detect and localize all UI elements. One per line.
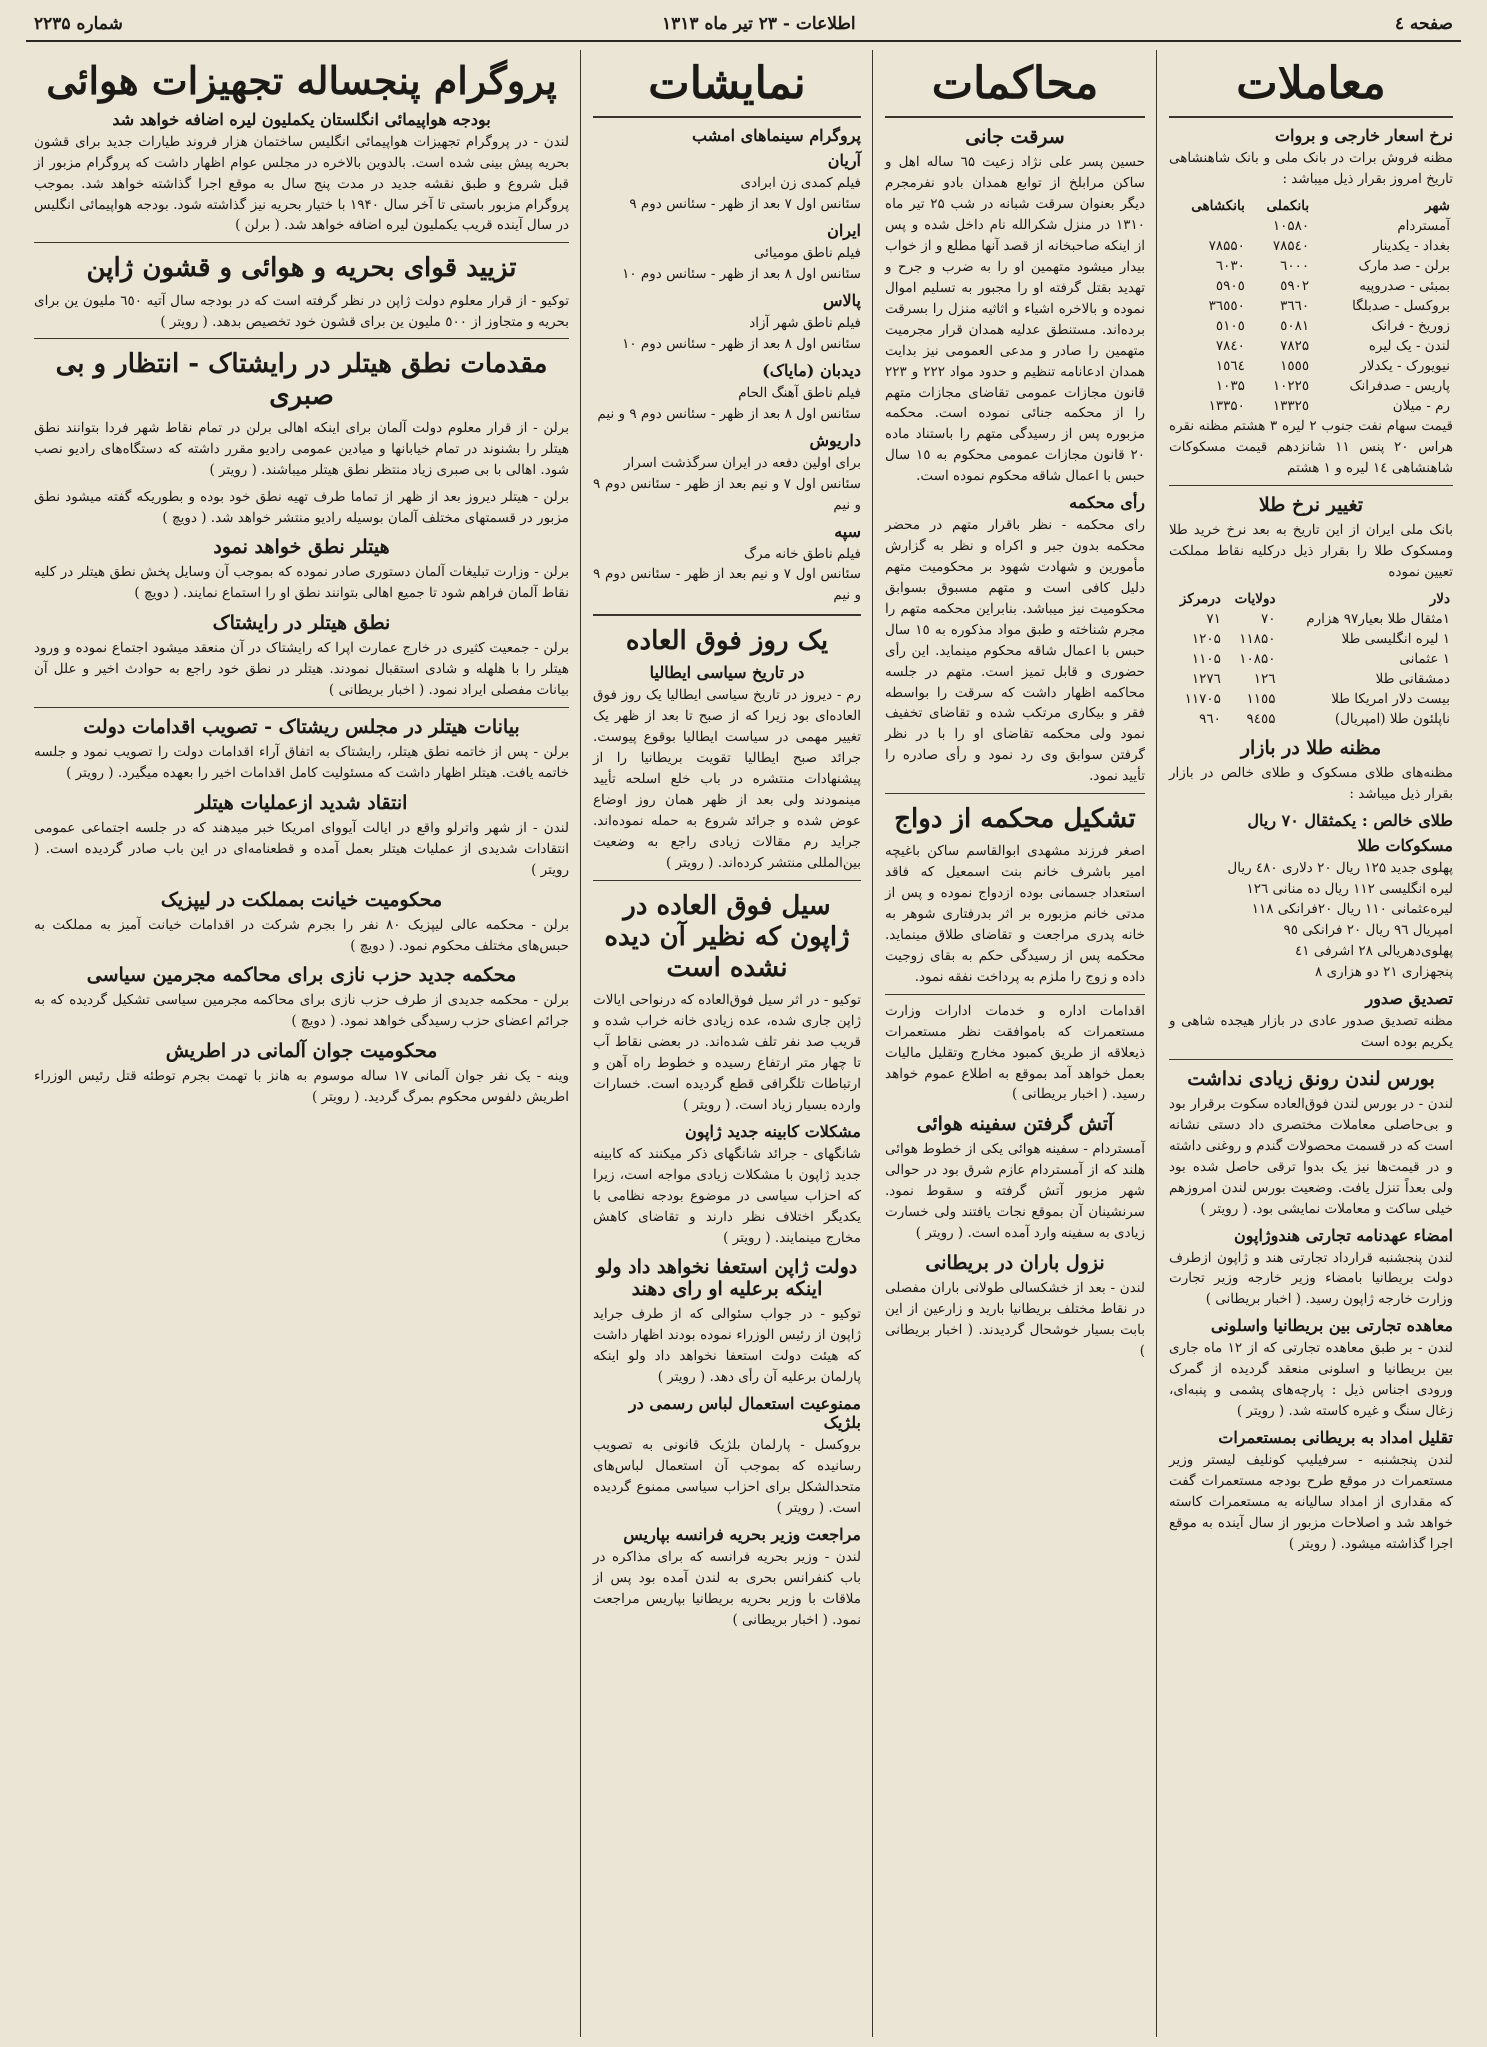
table-row: [1169, 649, 1453, 669]
article-heading: محکمه جدید حزب نازی برای محاکمه مجرمین سیاسی: [86, 964, 517, 987]
gold-head-cell: دلار: [1429, 590, 1450, 607]
article-text: برلن - جمعیت کثیری در خارج عمارت اپرا که رایشتاک در آن منعقد میشود اجتماع نموده و ورود هیتلر را با هلهله و شادی استقبال نمودند. هیتلر در نطق خود راجع به حوادث اخیر و علل آن بیانات مفصلی ایراد نمود. ( اخبار بریطانی ): [34, 640, 569, 699]
gold-item: ۱ عثمانی: [1399, 650, 1450, 667]
article-subheading: در تاریخ سیاسی ایطالیا: [649, 663, 805, 683]
gold-market-text: مظنه‌های طلای مسکوک و طلای خالص در بازار بقرار ذیل میباشد :: [1169, 764, 1453, 802]
rate-value: ٣٦٥٥٠: [1208, 298, 1245, 315]
table-row: [1169, 689, 1453, 709]
article-heading: آتش گرفتن سفینه هوائی: [916, 1113, 1114, 1136]
article-text: توکیو - در جواب سئوالی که از طرف جراید ژاپون از رئیس الوزراء نموده بودند اظهار داشت که هیئت دولت استعفا نخواهد داد ولو اینکه پارلمان برعلیه آن رأی دهد. ( رویتر ): [593, 1306, 861, 1386]
article-text: برلن - از قرار معلوم دولت آلمان برای اینکه اهالی برلن در تمام نقاط شهر فردا بتوانند نطق هیتلر را بشنوند در تمام خیابانها و میادین عمومی رادیو مقرر داشته که دستگاه‌های رادیو نصب شود. اهالی با بی صبری زیاد منتظر نطق هیتلر میباشند. ( رویتر ): [34, 419, 569, 478]
rate-value: ۷۸۲۵: [1280, 338, 1310, 355]
paper-date: اطلاعات - ۲۳ تیر ماه ۱۳۱۳: [662, 14, 856, 34]
rate-value: ٦٠٣٠: [1215, 258, 1245, 275]
col-havai: [26, 50, 577, 2037]
colonial-text: لندن پنجشنبه - سرفیلیپ کونلیف لیستر وزیر مستعمرات در موقع طرح بودجه مستعمرات گفت که مقداری از امداد سالیانه به مستعمرات کاسته خواهد شد و اصلاحات مزبور از سال آینده به موقع اجرا گذاشته میشود. ( رویتر ): [1169, 1451, 1453, 1552]
divider: [593, 880, 861, 881]
rate-city: زوریخ - فرانک: [1371, 318, 1450, 335]
cinema-name: ایران: [827, 221, 861, 241]
cinema-item: [593, 361, 861, 425]
rate-value: ٥٩٠٥: [1215, 278, 1245, 295]
divider: [34, 338, 569, 339]
rates-heading: نرخ اسعار خارجی و بروات: [1274, 126, 1453, 146]
gold-market-heading: مظنه طلا در بازار: [1240, 736, 1382, 759]
divider: [885, 793, 1145, 794]
rate-value: ۱۳۳۵٠: [1208, 398, 1245, 415]
divider: [1169, 1059, 1453, 1060]
cinema-shows: سئانس اول ۸ بعد از ظهر - سئانس دوم ۱۰: [622, 336, 861, 352]
rate-value: ۷۸۵٤۰: [1272, 238, 1310, 255]
article-heading: یک روز فوق العاده: [625, 626, 829, 657]
article-heading: محکومیت جوان آلمانی در اطریش: [165, 1040, 438, 1063]
bourse-heading: بورس لندن رونق زیادی نداشت: [1187, 1067, 1435, 1090]
table-row: [1169, 669, 1453, 689]
agreement-heading: امضاء عهدنامه تجارتی هندوژاپون: [1234, 1225, 1453, 1245]
cinema-item: [593, 221, 861, 285]
cinema-item: [593, 151, 861, 215]
rate-value: ۷۸۵۵۰: [1208, 238, 1245, 255]
article-text: وینه - یک نفر جوان آلمانی ۱۷ ساله موسوم به هانز با تهمت بجرم توطئه قتل رئیس الوزراء اطریش دلفوس محکوم بمرگ گردید. ( رویتر ): [34, 1068, 569, 1106]
table-row: [1169, 629, 1453, 649]
rates-table: [1169, 196, 1453, 416]
agreement-text: لندن پنجشنبه قرارداد تجارتی هند و ژاپون ازطرف دولت بریطانیا بامضاء وزیر خارجه وزیر تجارت وزارت خارجه ژاپون رسید. ( اخبار بریطانی ): [1169, 1249, 1453, 1308]
gold-value: ۷۰: [1260, 610, 1276, 627]
article-text: لندن - وزیر بحریه فرانسه که برای مذاکره در باب کنفرانس بحری به لندن آمده بود پس از ملاقات با وزیر بحریه بریطانیا بپاریس مراجعت نمود. ( اخبار بریطانی ): [593, 1548, 861, 1628]
section-title: محاکمات: [931, 58, 1099, 109]
article-heading: ممنوعیت استعمال لباس رسمی در بلژیک: [628, 1394, 861, 1433]
table-row: [1169, 396, 1453, 416]
divider: [593, 116, 861, 118]
gold-item: ۱مثقال طلا بعیار۹۷ هزارم: [1306, 610, 1450, 627]
rate-value: ۱٥٥٥: [1280, 358, 1310, 375]
article-text: برلن - وزارت تبلیغات آلمان دستوری صادر نموده که بموجب آن وسایل پخش نطق هیتلر در کلیه نقاط آلمان فراهم شود تا جمیع اهالی بتوانند نطق او را استماع نمایند. ( دویچ ): [34, 564, 569, 602]
cinema-shows: سئانس اول ۸ بعد از ظهر - سئانس دوم ۱۰: [622, 266, 861, 283]
rate-city: رم - میلان: [1392, 398, 1450, 415]
gold-value: ۹٤٥۵: [1246, 710, 1276, 727]
program-heading: پروگرام سینماهای امشب: [692, 126, 861, 146]
rates-head-cell: شهر: [1425, 198, 1450, 215]
article-text: برلن - هیتلر دیروز بعد از ظهر از تماما طرف تهیه نطق خود بوده و بطوریکه گفته میشود نطق مزبور در قسمتهای مختلف آلمان بوسیله رادیو منتشر خواهد شد. ( دویچ ): [34, 488, 569, 526]
divider: [593, 614, 861, 616]
divider: [885, 116, 1145, 118]
column-rule: [872, 50, 873, 2037]
cinema-name: داریوش: [809, 430, 861, 450]
cinema-film: فیلم ناطق شهر آزاد: [749, 315, 861, 332]
table-row: [1169, 236, 1453, 256]
rate-city: لندن - یک لیره: [1368, 338, 1450, 355]
article-text: رای محکمه - نظر باقرار متهم در محضر محکمه بدون جبر و اکراه و نظر به گزارش مأمورین و شهادت شهود بر محکومیت متهم دلیل کافی است و متهم مسبوق بسوابق محکومیت نیز میباشد. بنابراین محکمه متهم را مجرم شناخته و طبق مواد مذکوره به ۱٥ سال حبس با اعمال شاقه محکوم مینماید. این رأی حضوری و قابل تمیز است. متهم در جلسه محاکمه اظهار داشت که سرقت را بواسطه فقر و بیکاری مرتکب شده و تقاضای تخفیف نمود ولی محکمه تقاضای او را با در نظر گرفتن سوابق وی رد نمود و رأی صادره را تأیید نمود.: [885, 517, 1145, 785]
rates-head-row: [1169, 196, 1453, 216]
table-row: [1169, 336, 1453, 356]
article-text: برلن - پس از خاتمه نطق هیتلر، رایشتاک به اتفاق آراء اقدامات دولت را تصویب نمود و جلسه خاتمه یافت. هیتلر اظهار داشت که مسئولیت کامل اقدامات اخیر را بعهده میگیرد. ( رویتر ): [34, 744, 569, 781]
column-rule: [580, 50, 581, 2037]
table-row: [1169, 296, 1453, 316]
cinema-film: فیلم ناطق خانه مرگ: [744, 545, 861, 562]
cinema-name: دیدبان (مایاک): [762, 360, 861, 380]
gold-value: ۱۰۸۵۰: [1239, 650, 1276, 667]
rate-city: نیویورک - یکدلار: [1360, 358, 1450, 375]
rates-head-cell: بانکشاهی: [1191, 198, 1245, 215]
rate-value: ۱۰۳۵: [1215, 378, 1245, 395]
divider: [34, 242, 569, 243]
article-text: شانگهای - جرائد شانگهای ذکر میکنند که کابینه جدید ژاپون با مشکلات زیادی مواجه است، زیرا که احزاب سیاسی در موضوع بودجه نظامی با یکدیگر اختلاف نظر دارند و تقاضای کاهش مخارج مینمایند. ( رویتر ): [593, 1145, 861, 1246]
rate-value: ٥٠٨١: [1280, 318, 1310, 335]
article-text: رم - دیروز در تاریخ سیاسی ایطالیا یک روز فوق العاده‌ای بود زیرا که از صبح تا بعد از ظهر یک تغییر مهمی در سیاست ایطالیا بوقوع پیوست. جرائد صبح ایطالیا تقویت بریطانیا را از پیشنهادات منتشره در باب خلع اسلحه تأیید مینمودند ولی بعد از ظهر همان روز اوضاع عوض شده و جرائد شروع به حمله نموده‌اند. جراید رم مقالات زیادی راجع به وضعیت بین‌المللی منتشر کرده‌اند. ( رویتر ): [593, 687, 861, 871]
gold-table: [1169, 589, 1453, 729]
gold-item: دمشقانی طلا: [1375, 670, 1450, 687]
divider: [1169, 116, 1453, 118]
table-row: [1169, 256, 1453, 276]
article-text: لندن - بعد از خشکسالی طولانی باران مفصلی در نقاط مختلف بریطانیا بارید و زارعین از این بابت بسیار خوشحال گردیدند. ( اخبار بریطانی ): [885, 1279, 1145, 1359]
article-text: برلن - محکمه جدیدی از طرف حزب نازی برای محاکمه مجرمین سیاسی تشکیل گردیده که به جرائم اعضای حزب رسیدگی خواهد نمود. ( دویچ ): [34, 992, 569, 1030]
coin-line: لیره انگلیسی ۱۱۲ ریال ده منانی ۱۲٦: [1246, 880, 1453, 897]
cinema-film: برای اولین دفعه در ایران سرگذشت اسرار: [624, 454, 861, 471]
gold-item: بیست دلار امریکا طلا: [1331, 690, 1450, 707]
section-title: معاملات: [1236, 58, 1386, 109]
rates-intro: مظنه فروش برات در بانک ملی و بانک شاهنشاهی تاریخ امروز بقرار ذیل میباشد :: [1169, 150, 1453, 188]
article-text: آمستردام - سفینه هوائی یکی از خطوط هوائی هلند که از آمستردام عازم شرق بود در حوالی شهر مزبور آتش گرفته و سقوط نمود. سرنشینان آن بموقع نجات یافتند ولی خسارت زیادی به سفینه وارد آمده است. ( رویتر ): [885, 1141, 1145, 1242]
article-heading: تزیید قوای بحریه و هوائی و قشون ژاپن: [86, 253, 517, 284]
table-row: [1169, 609, 1453, 629]
bourse-text: لندن - در بورس لندن فوق‌العاده سکوت برقرار بود و بی‌حاصلی معاملات مختصری داد دستی نشانه است که در قسمت محصولات گندم و روغنی داشته و در قیمت‌ها نیز یک بدوا ترقی حاصل شده بود ولی بعداً تنزل یافت. وضعیت بورس لندن امروزهم خیلی ساکت و معاملات نمایشی بود. ( رویتر ): [1169, 1095, 1453, 1217]
gold-change-heading: تغییر نرخ طلا: [1258, 494, 1364, 516]
cinema-shows: سئانس اول ۸ بعد از ظهر - سئانس دوم ۹ و نیم: [597, 405, 861, 422]
cinema-film: فیلم ناطق مومیائی: [753, 245, 861, 262]
cinema-film: فیلم کمدی زن ابرادی: [740, 175, 861, 192]
rate-city: پاریس - صدفرانک: [1349, 378, 1450, 395]
cinema-item: [593, 522, 861, 607]
article-text: اصغر فرزند مشهدی ابوالقاسم ساکن باغیچه امیر باشرف خانم بنت اسمعیل که فاقد استعداد جسمانی بوده ازدواج نموده و پس از مدتی خانم مزبوره بر اثر بدرفتاری شوهر به خانه پدری مراجعت و تقاضای طلاق مینماید. محکمه پس از رسیدگی حکم به بقای زوجیت داده و زوج را ملزم به پرداخت نفقه نمود.: [885, 843, 1145, 985]
colonial-heading: تقلیل امداد به بریطانی بمستعمرات: [1218, 1427, 1453, 1447]
article-heading: بیانات هیتلر در مجلس ریشتاک - تصویب اقدامات دولت: [83, 716, 520, 739]
article-heading: نزول باران در بریطانی: [925, 1251, 1105, 1274]
gold-value: ۱۲۷٦: [1191, 670, 1221, 687]
rate-city: بمبئی - صدروپیه: [1359, 278, 1450, 295]
section-title: نمایشات: [648, 58, 806, 109]
gold-value: ۱۱۸۵۰: [1239, 630, 1276, 647]
verify-text: مظنه تصدیق صدور عادی در بازار هیجده شاهی و یکریم بوده است: [1169, 1013, 1453, 1051]
gold-value: ۱۱٥۵: [1246, 690, 1276, 707]
pure-gold: طلای خالص : یکمثقال ۷۰ ریال: [1247, 810, 1453, 830]
article-text: لندن - در پروگرام تجهیزات هواپیمائی انگلیس ساختمان هزار فروند طیارات جدید برای قشون بحریه پیش بینی شده است. بالدوین بالاخره در مجلس عوام اظهار داشت که پروگرام مزبور از قبل شروع و طبق نقشه جدید در مدت پنج سال به موقع اجرا گذاشته خواهد شد. بموجب پروگرام مزبور باستی تا آخر سال ۱۹۴۰ با ختیار بحریه نیز گذاشته شود. بودجه هواپیمائی انگلیس در سال آینده قریب یکملیون لیره اضافه خواهد شد. ( برلن ): [34, 133, 570, 234]
rate-value: ٣٦٦٠: [1280, 298, 1310, 315]
col-moamelat: [1161, 50, 1461, 2037]
page-header: [26, 8, 1461, 42]
gold-head-row: [1169, 589, 1453, 609]
columns: [26, 50, 1461, 2037]
table-row: [1169, 216, 1453, 236]
divider: [885, 994, 1145, 995]
rate-city: برلن - صد مارک: [1358, 258, 1450, 275]
gold-value: ۱۲٦: [1253, 670, 1276, 687]
coin-line: امپریال ۹٦ ریال ۲۰ فرانکی‌ ۹٥: [1283, 922, 1453, 939]
cinema-name: آریان: [827, 151, 861, 171]
gold-value: ۱۱۰۵: [1191, 650, 1221, 667]
article-heading: سیل فوق العاده در ژاپون که نظیر آن دیده نشده است: [604, 890, 850, 984]
coin-line: پهلوی جدید ۱۲۵ ریال ۲۰ دلاری ٤٨٠ ریال: [1227, 859, 1453, 876]
article-heading: دولت ژاپن استعفا نخواهد داد ولو اینکه برعلیه او رای دهند: [596, 1256, 858, 1301]
rate-city: بروکسل - صدبلگا: [1352, 298, 1450, 315]
gold-item: ۱ لیره انگلیسی طلا: [1341, 630, 1450, 647]
article-text: برلن - محکمه عالی لیپزیک ۸۰ نفر را بجرم شرکت در اقدامات خیانت آمیز به مملکت به حبس‌های مختلف محکوم نمود. ( دویچ ): [34, 916, 569, 954]
table-row: [1169, 376, 1453, 396]
coin-line: پنجهزاری ۲۱ دو هزاری ۸: [1315, 964, 1453, 981]
cinema-item: [593, 291, 861, 355]
gold-head-cell: دولایات: [1234, 590, 1276, 607]
cinema-item: [593, 431, 861, 516]
article-text: حسین پسر علی نژاد زعیت ٦۵ ساله اهل و ساکن مرابلخ از توابع همدان بادو نفرمجرم دیگر بعنوان سرقت شبانه در شب ۲۵ تیر ماه ۱۳۱۰ در منزل شکرالله نام داخل شده و پس از اینکه صاحبخانه از قصد آنها مطلع و از خواب بیدار میشود متهمین او را به ضرب و جرح و تهدید بقتل گرفته او را مجبور به تسلیم اموال نموده و بالاخره اشیاء و اثاثیه منزل را بسرقت برده‌اند. مستنطق عدلیه همدان قرار مجرمیت متهمین را صادر و مدعی العمومی نیز بدایت همدان ادعانامه تنظیم و حدود مواد ۲۲۲ و ۲۲۳ قانون مجازات عمومی تقاضای مجازات متهم را از محکمه جنائی نموده است. محکمه مزبوره پس از رسیدگی متهم را باستناد ماده ۲۰ قانون مجازات عمومی محکوم به ۱٥ سال حبس با اعمال شاقه محکوم نموده است.: [885, 154, 1146, 485]
article-heading: محکومیت خیانت بمملکت در لیپزیک: [160, 888, 443, 911]
article-heading: رأی محکمه: [1069, 493, 1145, 513]
trade-text: لندن - بر طبق معاهده تجارتی که از ۱۲ ماه جاری بین بریطانیا و اسلونی منعقد گردیده از گمرک ورودی اجناس ذیل : پارچه‌های پشمی و پنبه‌ای، زغال سنگ و غیره کاسته شد. ( رویتر ): [1169, 1340, 1453, 1420]
rates-head-cell: بانکملی: [1266, 198, 1310, 215]
rate-city: بغداد - یکدینار: [1372, 238, 1450, 255]
article-heading: هیتلر نطق خواهد نمود: [213, 536, 390, 559]
page-number: صفحه ٤: [1394, 14, 1453, 34]
article-heading: تشکیل محکمه از دواج: [894, 804, 1136, 835]
gold-head-cell: درمرکز: [1179, 590, 1221, 607]
gold-change-text: بانک ملی ایران از این تاریخ به بعد نرخ خرید طلا ومسکوک طلا را بقرار ذیل درکلیه نقاط مملکت تعیین نموده: [1169, 522, 1453, 580]
article-text: توکیو - از قرار معلوم دولت ژاپن در نظر گرفته است که در بودجه سال آتیه ٦٥٠ ملیون ین برای بحریه و متجاوز از ٥٠٠ ملیون ین برای قشون خود تخصیص بدهد. ( رویتر ): [34, 292, 570, 330]
rate-value: ۱۰۵۸۰: [1272, 218, 1310, 235]
divider: [34, 707, 569, 708]
article-heading: انتقاد شدید ازعملیات هیتلر: [195, 791, 408, 814]
article-heading: نطق هیتلر در رایشتاک: [212, 612, 391, 635]
article-text: توکیو - در اثر سیل فوق‌العاده که درنواحی ایالات ژاپن جاری شده، عده زیادی خانه خراب شده و قریب صد نفر تلف شده‌اند. در بعضی نقاط آب تا چهار متر ارتفاع رسیده و خطوط راه آهن و ارتباطات تلگرافی قطع گردیده است. خسارات وارده بسیار زیاد است. ( رویتر ): [593, 992, 861, 1113]
rate-value: ۷۸٤٠: [1215, 338, 1245, 355]
cinema-name: سپه: [834, 521, 861, 541]
rate-city: آمستردام: [1397, 218, 1450, 235]
coins-heading: مسکوکات طلا: [1357, 835, 1453, 855]
rate-value: ٥١٠٥: [1215, 318, 1245, 335]
col-namayeshat: [585, 50, 869, 2037]
gold-value: ۱۲۰۵: [1191, 630, 1221, 647]
rate-value: ۱۳۳۲٥: [1272, 398, 1310, 415]
cinema-shows: سئانس اول ۷ و نیم بعد از ظهر - سئانس دوم ۹ و نیم: [593, 566, 861, 604]
coin-line: لیره‌عثمانی ۱۱۰ ریال ۲۰فرانکی ۱۱٨: [1251, 901, 1453, 918]
article-text: بروکسل - پارلمان بلژیک قانونی به تصویب رسانیده که بموجب آن استعمال لباس‌های متحدالشکل برای احزاب سیاسی ممنوع گردیده است. ( رویتر ): [593, 1437, 861, 1516]
article-heading: مشکلات کابینه جدید ژاپون: [685, 1121, 861, 1141]
rate-value: ٦٠٠٠: [1280, 258, 1310, 275]
table-row: [1169, 316, 1453, 336]
divider: [1169, 485, 1453, 486]
table-row: [1169, 709, 1453, 729]
coin-line: پهلوی‌دهریالی ۲٨ اشرفی ٤۱: [1295, 943, 1453, 960]
cinema-name: پالاس: [823, 291, 861, 311]
rate-value: ۱۰۲۲٥: [1272, 378, 1310, 395]
table-row: [1169, 356, 1453, 376]
cinema-shows: سئانس اول ۷ بعد از ظهر - سئانس دوم ۹: [629, 196, 861, 213]
article-heading: مراجعت وزیر بحریه فرانسه بپاریس: [623, 1524, 861, 1544]
gold-item: ناپلئون طلا (امپریال): [1334, 710, 1450, 727]
article-text: اقدامات اداره و خدمات ادارات وزارت مستعمرات که باموافقت نظر مستعمرات ذیعلاقه از طریق کمبود مخارج وتقلیل مالیات بعمل خواهد آمد بموقع به اطلاع عموم خواهد رسید. ( اخبار بریطانی ): [885, 1002, 1145, 1103]
table-row: [1169, 276, 1453, 296]
gold-value: ۱۱۷۰۵: [1184, 690, 1221, 707]
cinema-shows: سئانس اول ۷ و نیم بعد از ظهر - سئانس دوم ۹ و نیم: [593, 475, 861, 513]
rates-note: قیمت سهام نفت جنوب ۲ لیره ۳ هشتم مظنه نقره هراس ۲۰ پنس ۱۱ شانزدهم قیمت مسکوکات شاهنشاهی ۱٤ لیره و ۱ هشتم: [1169, 418, 1453, 477]
section-title: پروگرام پنجساله تجهیزات هوائی: [46, 58, 557, 103]
column-rule: [1156, 50, 1157, 2037]
rate-value: [1169, 216, 1248, 236]
article-heading: سرقت جانی: [965, 126, 1065, 149]
section-subtitle: بودجه هواپیمائی انگلستان یکملیون لیره اضافه خواهد شد: [112, 109, 491, 129]
article-text: لندن - از شهر واترلو واقع در ایالت آیووای امریکا خبر میدهند که در جلسه اجتماعی عمومی انتقادات شدیدی از عملیات هیتلر بعمل آمده و قطعنامه‌ای در این باب صادر گردیده است. ( رویتر ): [34, 819, 569, 878]
gold-value: ۹٦٠: [1199, 710, 1221, 727]
rate-value: ٥٩٠٢: [1280, 278, 1310, 295]
gold-value: ۷۱: [1206, 610, 1221, 627]
cinema-film: فیلم ناطق آهنگ الحام: [738, 384, 861, 401]
rate-value: ۱٥٦٤: [1215, 358, 1245, 375]
article-heading: مقدمات نطق هیتلر در رایشتاک - انتظار و بی صبری: [55, 349, 548, 411]
verify-heading: تصدیق صدور: [1365, 989, 1453, 1009]
issue-number: شماره ۲۲۳۵: [34, 14, 123, 34]
col-mohakemat: [877, 50, 1153, 2037]
trade-heading: معاهده تجارتی بین بریطانیا واسلونی: [1210, 1316, 1453, 1336]
